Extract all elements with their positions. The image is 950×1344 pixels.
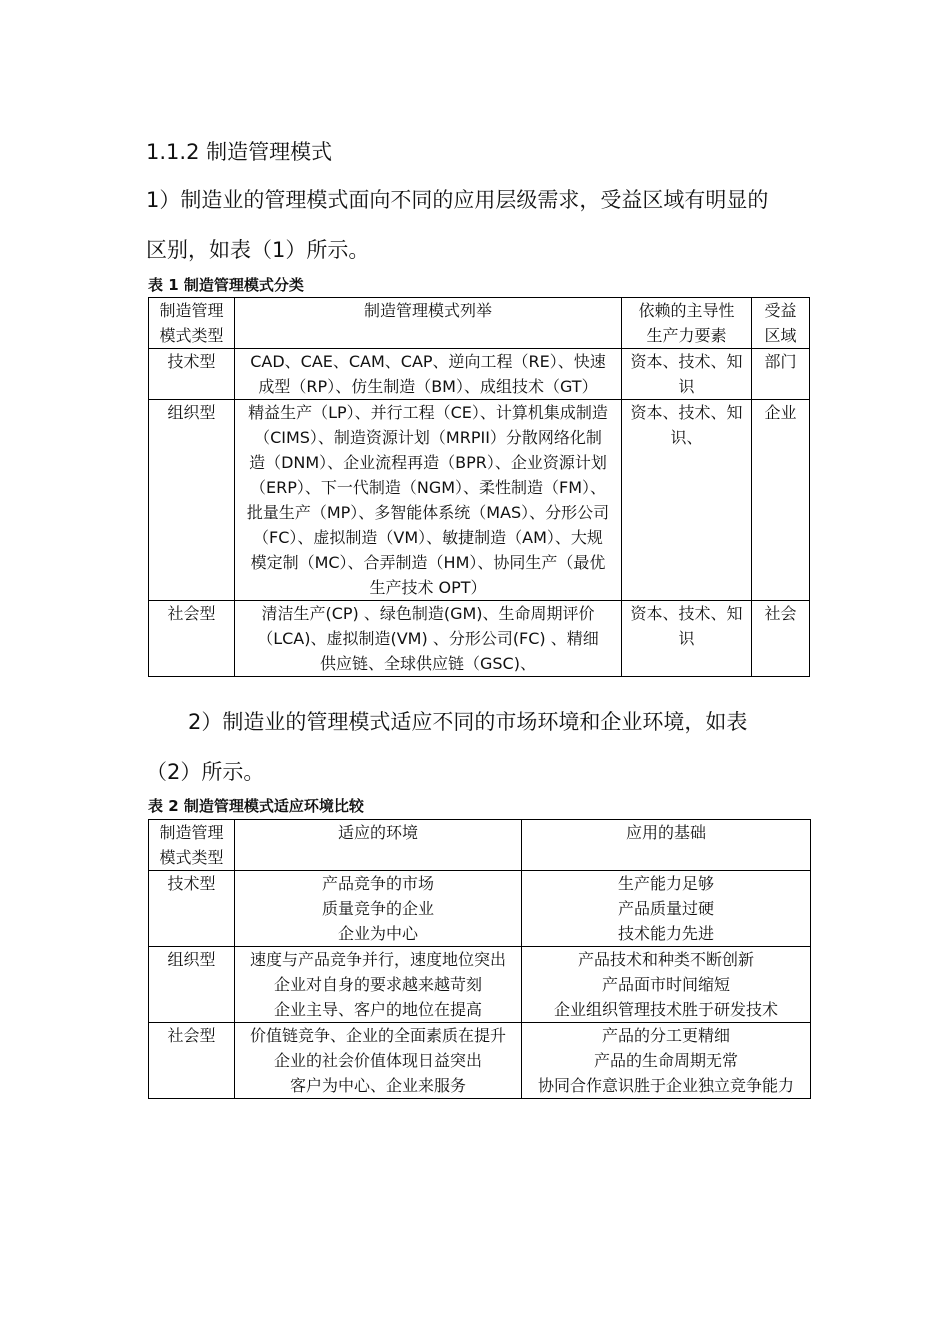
mode-type-cell <box>149 871 235 947</box>
area-cell <box>752 400 810 601</box>
table-2-caption: 表 2 制造管理模式适应环境比较 <box>148 797 364 815</box>
cell-line: 产品面市时间缩短 <box>601 975 730 994</box>
mode-type-cell <box>149 349 235 400</box>
table-row <box>149 349 810 400</box>
header-line: 区域 <box>764 326 797 345</box>
cell-line: 生产能力足够 <box>617 874 714 893</box>
table-1-header-row <box>149 298 810 349</box>
header-line: 制造管理模式列举 <box>363 301 492 320</box>
table-2-header-row <box>149 820 811 871</box>
section-heading: 1.1.2 制造管理模式 <box>146 140 333 164</box>
cell-line: 产品的生命周期无常 <box>593 1051 738 1070</box>
factor-cell <box>622 349 752 400</box>
cell-line: 产品竞争的市场 <box>321 874 434 893</box>
cell-line: 社会 <box>764 604 797 623</box>
table-row <box>149 871 811 947</box>
cell-line: 技术型 <box>167 874 216 893</box>
mode-list-cell <box>235 601 622 677</box>
mode-type-cell <box>149 1023 235 1099</box>
cell-line: 企业对自身的要求越来越苛刻 <box>273 975 482 994</box>
mode-list-cell <box>235 400 622 601</box>
paragraph-1-line-2: 区别，如表（1）所示。 <box>146 238 370 262</box>
cell-line: 协同合作意识胜于企业独立竞争能力 <box>537 1076 794 1095</box>
paragraph-2-line-2: （2）所示。 <box>146 760 265 784</box>
table-row <box>149 601 810 677</box>
cell-line: 部门 <box>764 352 797 371</box>
table-2-header-cell <box>235 820 522 871</box>
mode-list-cell <box>235 349 622 400</box>
table-2-header-cell <box>522 820 811 871</box>
cell-line: 识 <box>678 377 695 396</box>
cell-line: 企业 <box>764 403 797 422</box>
cell-line: 生产技术 OPT） <box>369 578 487 597</box>
header-line: 受益 <box>764 301 797 320</box>
cell-line: 模定制（MC）、合弄制造（HM）、协同生产（最优 <box>250 553 606 572</box>
table-row <box>149 400 810 601</box>
cell-line: 客户为中心、企业来服务 <box>289 1076 466 1095</box>
header-line: 依赖的主导性 <box>638 301 735 320</box>
cell-line: 社会型 <box>167 604 216 623</box>
factor-cell <box>622 400 752 601</box>
basis-cell <box>522 871 811 947</box>
cell-line: 产品质量过硬 <box>617 899 714 918</box>
header-line: 制造管理 <box>159 301 224 320</box>
environment-cell <box>235 871 522 947</box>
cell-line: 资本、技术、知 <box>630 403 743 422</box>
header-line: 适应的环境 <box>337 823 418 842</box>
header-line: 模式类型 <box>159 326 224 345</box>
cell-line: 识、 <box>670 428 703 447</box>
cell-line: 清洁生产(CP) 、绿色制造(GM)、生命周期评价 <box>261 604 595 623</box>
cell-line: 速度与产品竞争并行，速度地位突出 <box>249 950 506 969</box>
table-1 <box>148 297 810 677</box>
cell-line: 产品的分工更精细 <box>601 1026 730 1045</box>
table-row <box>149 1023 811 1099</box>
table-2-header-cell <box>149 820 235 871</box>
cell-line: 资本、技术、知 <box>630 604 743 623</box>
table-1-header-cell <box>149 298 235 349</box>
header-line: 生产力要素 <box>646 326 727 345</box>
cell-line: （CIMS）、制造资源计划（MRPII）分散网络化制 <box>254 428 602 447</box>
cell-line: 技术能力先进 <box>617 924 714 943</box>
area-cell <box>752 349 810 400</box>
paragraph-1-line-1: 1）制造业的管理模式面向不同的应用层级需求，受益区域有明显的 <box>146 188 769 212</box>
table-1-header-cell <box>752 298 810 349</box>
cell-line: （ERP）、下一代制造（NGM）、柔性制造（FM）、 <box>249 478 607 497</box>
cell-line: 识 <box>678 629 695 648</box>
header-line: 应用的基础 <box>625 823 706 842</box>
basis-cell <box>522 947 811 1023</box>
paragraph-2-line-1: 2）制造业的管理模式适应不同的市场环境和企业环境，如表 <box>188 710 748 734</box>
factor-cell <box>622 601 752 677</box>
cell-line: 资本、技术、知 <box>630 352 743 371</box>
cell-line: 质量竞争的企业 <box>321 899 434 918</box>
cell-line: 企业的社会价值体现日益突出 <box>273 1051 482 1070</box>
cell-line: 产品技术和种类不断创新 <box>577 950 754 969</box>
environment-cell <box>235 947 522 1023</box>
cell-line: 批量生产（MP）、多智能体系统（MAS）、分形公司 <box>246 503 610 522</box>
table-1-header-cell <box>235 298 622 349</box>
mode-type-cell <box>149 400 235 601</box>
cell-line: 组织型 <box>167 950 216 969</box>
cell-line: 企业为中心 <box>337 924 418 943</box>
table-row <box>149 947 811 1023</box>
cell-line: 成型（RP）、仿生制造（BM）、成组技术（GT） <box>258 377 598 396</box>
table-2 <box>148 819 811 1099</box>
mode-type-cell <box>149 601 235 677</box>
cell-line: （FC）、虚拟制造（VM）、敏捷制造（AM）、大规 <box>253 528 603 547</box>
cell-line: 精益生产（LP）、并行工程（CE）、计算机集成制造 <box>248 403 608 422</box>
basis-cell <box>522 1023 811 1099</box>
header-line: 模式类型 <box>159 848 224 867</box>
cell-line: 价值链竞争、企业的全面素质在提升 <box>249 1026 506 1045</box>
area-cell <box>752 601 810 677</box>
cell-line: 企业组织管理技术胜于研发技术 <box>553 1000 778 1019</box>
header-line: 制造管理 <box>159 823 224 842</box>
table-1-header-cell <box>622 298 752 349</box>
cell-line: 技术型 <box>167 352 216 371</box>
table-1-caption: 表 1 制造管理模式分类 <box>148 276 304 294</box>
cell-line: 社会型 <box>167 1026 216 1045</box>
cell-line: （LCA)、虚拟制造(VM) 、分形公司(FC) 、精细 <box>257 629 599 648</box>
cell-line: 企业主导、客户的地位在提高 <box>273 1000 482 1019</box>
cell-line: 供应链、全球供应链（GSC)、 <box>320 654 536 673</box>
cell-line: CAD、CAE、CAM、CAP、逆向工程（RE）、快速 <box>250 352 606 371</box>
mode-type-cell <box>149 947 235 1023</box>
cell-line: 造（DNM）、企业流程再造（BPR）、企业资源计划 <box>249 453 607 472</box>
environment-cell <box>235 1023 522 1099</box>
cell-line: 组织型 <box>167 403 216 422</box>
